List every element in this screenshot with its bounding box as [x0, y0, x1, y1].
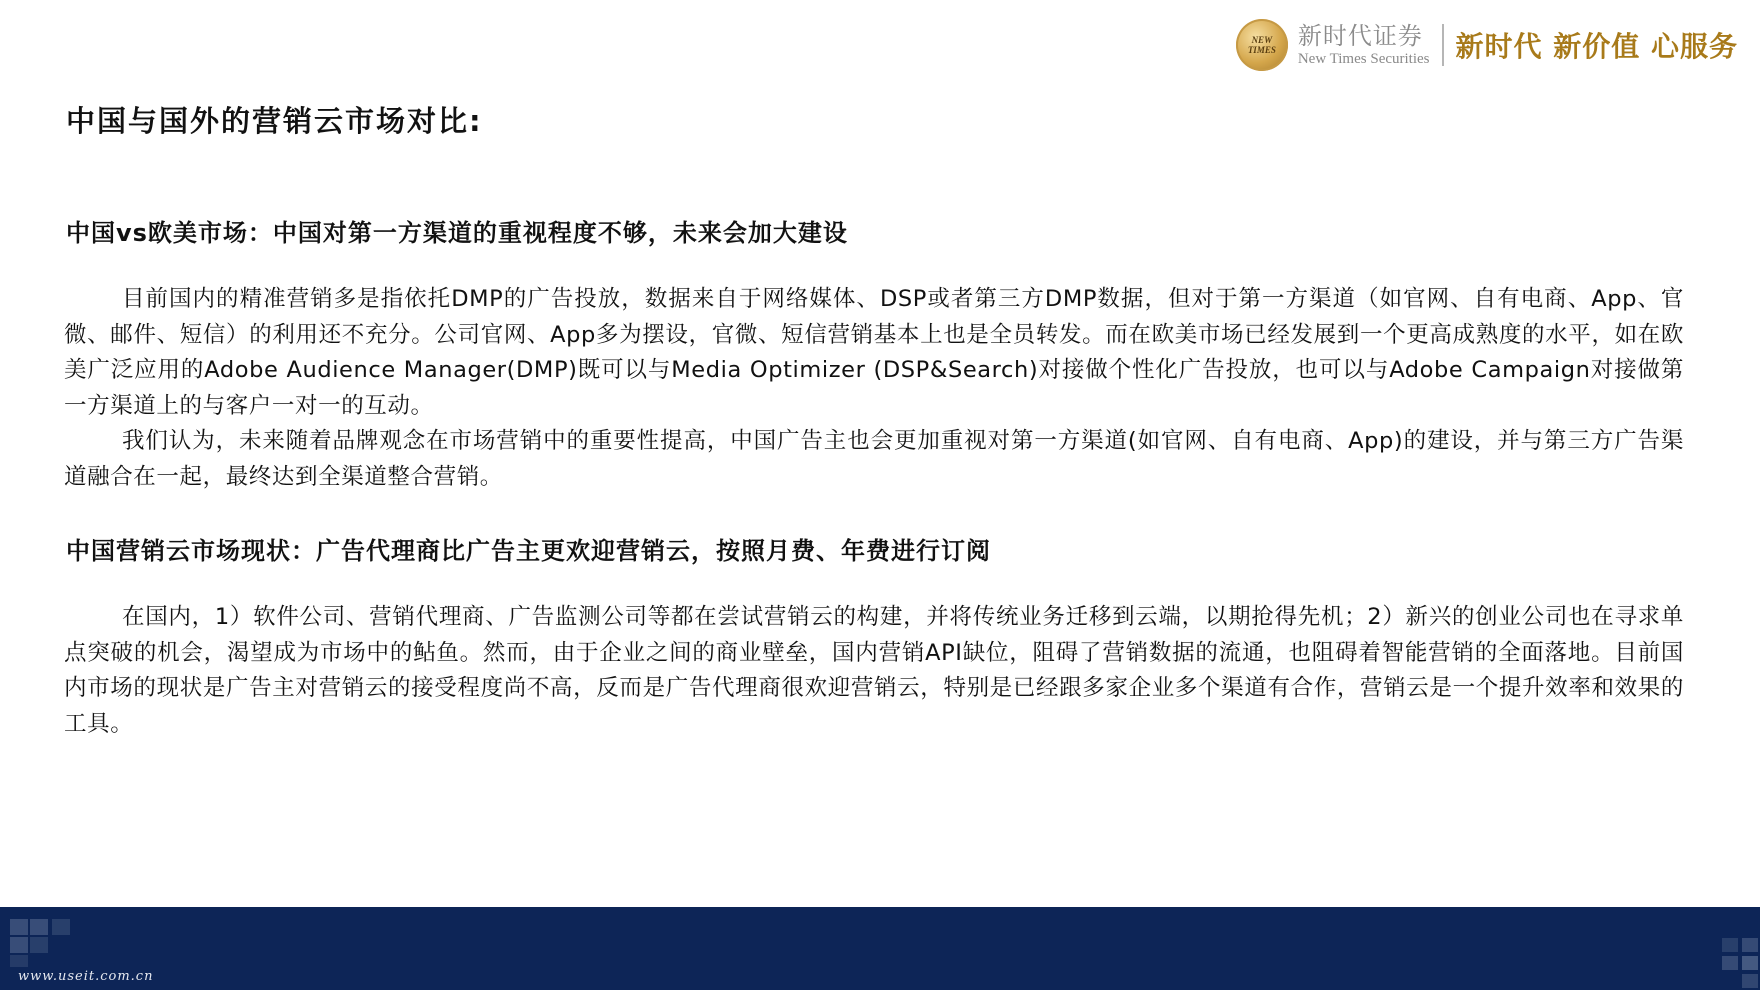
section-body-china-vs-west: [64, 282, 1684, 495]
decor-square: [52, 919, 70, 935]
new-times-logo: [1236, 19, 1288, 71]
logo-text-line1: NEW: [1251, 35, 1273, 45]
paragraph: 在国内，1）软件公司、营销代理商、广告监测公司等都在尝试营销云的构建，并将传统业务迁移到云端，以期抢得先机；2）新兴的创业公司也在寻求单点突破的机会，渴望成为市场中的鲇鱼。然而，由于企业之间的商业壁垒，国内营销API缺位，阻碍了营销数据的流通，也阻碍着智能营销的全面落地。目前国内市场的现状是广告主对营销云的接受程度尚不高，反而是广告代理商很欢迎营销云，特别是已经跟多家企业多个渠道有合作，营销云是一个提升效率和效果的工具。: [64, 604, 1684, 737]
page-title: 中国与国外的营销云市场对比:: [66, 104, 483, 138]
paragraph: 我们认为，未来随着品牌观念在市场营销中的重要性提高，中国广告主也会更加重视对第一方渠道(如官网、自有电商、App)的建设，并与第三方广告渠道融合在一起，最终达到全渠道整合营销。: [64, 428, 1684, 490]
logo-text-line2: TIMES: [1247, 45, 1276, 55]
section-body-china-status: [64, 600, 1684, 742]
decor-square: [10, 937, 28, 953]
decor-square: [1722, 956, 1738, 970]
section-heading-china-vs-west: 中国vs欧美市场：中国对第一方渠道的重视程度不够，未来会加大建设: [66, 219, 848, 247]
decor-square: [1742, 938, 1758, 952]
footer-url: www.useit.com.cn: [18, 969, 154, 984]
decor-square: [30, 937, 48, 953]
decor-square: [10, 955, 28, 967]
brand-header: [1236, 14, 1738, 76]
decorative-squares-right: [1716, 930, 1760, 990]
footer-bar: [0, 907, 1760, 990]
decor-square: [30, 919, 48, 935]
paragraph: 目前国内的精准营销多是指依托DMP的广告投放，数据来自于网络媒体、DSP或者第三方DMP数据，但对于第一方渠道（如官网、自有电商、App、官微、邮件、短信）的利用还不充分。公司官网、App多为摆设，官微、短信营销基本上也是全员转发。而在欧美市场已经发展到一个更高成熟度的水平，如在欧美广泛应用的Adobe Audience Manager(DMP)既可以与Media Optimizer (DSP&Search)对接做个性化广告投放，也可以与Adobe Campaign对接做第一方渠道上的与客户一对一的互动。: [64, 286, 1684, 419]
company-name-en: New Times Securities: [1297, 51, 1430, 67]
decorative-squares-left: [8, 917, 78, 973]
decor-square: [10, 919, 28, 935]
section-heading-china-status: 中国营销云市场现状：广告代理商比广告主更欢迎营销云，按照月费、年费进行订阅: [66, 537, 991, 565]
decor-square: [1722, 938, 1738, 952]
brand-slogan: 新时代 新价值 心服务: [1455, 30, 1738, 63]
decor-square: [1742, 974, 1758, 988]
decor-square: [1742, 956, 1758, 970]
brand-divider: [1442, 24, 1444, 66]
brand-names: [1298, 22, 1430, 68]
company-name-cn: 新时代证券: [1297, 22, 1423, 50]
